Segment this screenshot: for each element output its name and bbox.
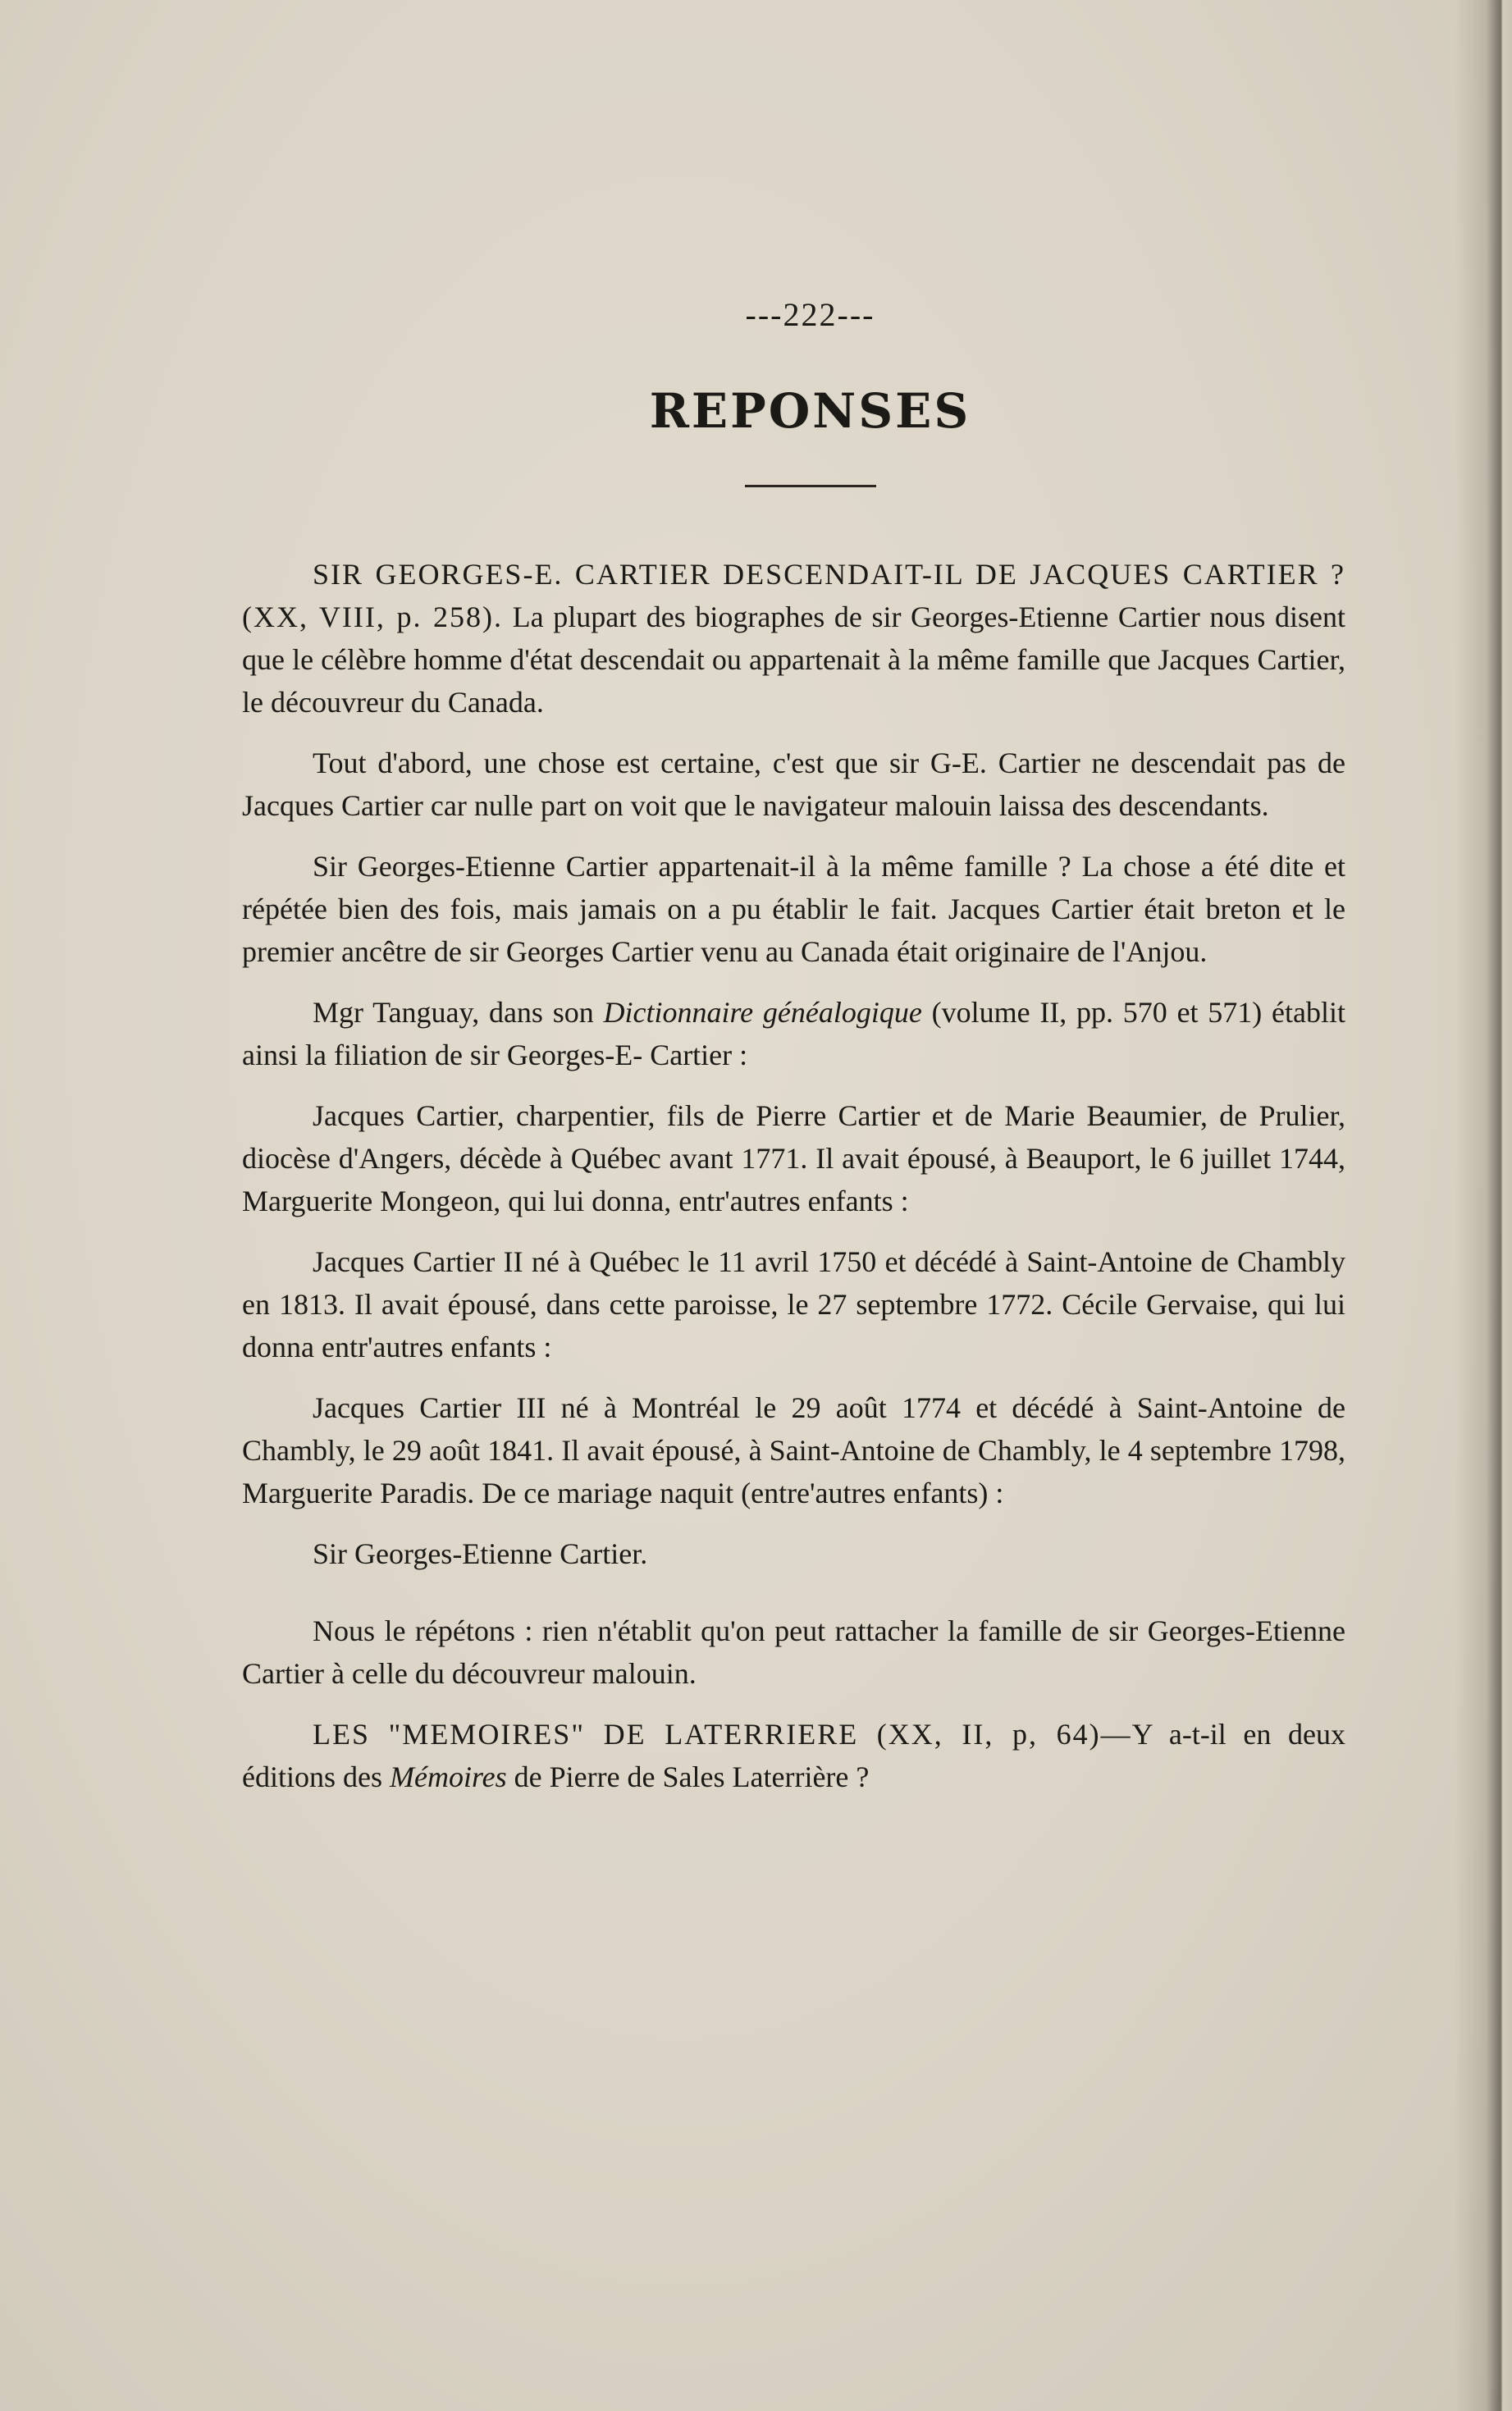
page-content [242,295,1345,1816]
dictionary-title: Dictionnaire généalogique [603,996,922,1029]
memoires-title: Mémoires [389,1760,507,1793]
section-title: REPONSES [649,383,971,439]
answer-intro: La plupart des biographes de sir Georges-Etienne Cartier nous disent que le célèbre homme d'état descendait ou appartenait à la même famille que Jacques Cartier, le découvreur du Canada. [242,600,1346,719]
page-number: ---222--- [745,296,875,333]
paragraph-4-end: (volume II, pp. 570 et 571) établit ainsi la filiation de sir Georges-E- Cartier : [242,996,1346,1071]
question-start: Y a-t-il en deux éditions des [242,1718,1345,1793]
question-heading-cartier: SIR GEORGES-E. CARTIER DESCENDAIT-IL DE JACQUES CARTIER ? (XX, VIII, p. 258). [242,558,1345,633]
paragraph-7: Jacques Cartier III né à Montréal le 29 août 1774 et décédé à Saint-Antoine de Chambly, le 29 août 1841. Il avait épousé, à Saint-Antoine de Chambly, le 4 septembre 1798, Marguerite Paradis. De ce mariage naquit (entre'autres enfants) : [242,1391,1345,1509]
paragraph-cartier-question [242,553,1345,724]
paragraph-8: Sir Georges-Etienne Cartier. [313,1537,648,1570]
paragraph-5: Jacques Cartier, charpentier, fils de Pierre Cartier et de Marie Beaumier, de Prulier, diocèse d'Angers, décède à Québec avant 1771. Il avait épousé, à Beauport, le 6 juillet 1744, Marguerite Mongeon, qui lui donna, entr'autres enfants : [242,1099,1345,1217]
title-divider [745,485,876,487]
page-edge [1455,0,1512,2411]
paragraph-4-start: Mgr Tanguay, dans son [313,996,594,1029]
question-end: de Pierre de Sales Laterrière ? [514,1760,870,1793]
paragraph-6: Jacques Cartier II né à Québec le 11 avril 1750 et décédé à Saint-Antoine de Chambly en 1813. Il avait épousé, dans cette paroisse, le 27 septembre 1772. Cécile Gervaise, qui lui donna entr'autres enfants : [242,1245,1345,1363]
paragraph-9: Nous le répétons : rien n'établit qu'on peut rattacher la famille de sir Georges-Etienne Cartier à celle du découvreur malouin. [242,1614,1345,1690]
paragraph-3: Sir Georges-Etienne Cartier appartenait-il à la même famille ? La chose a été dite et répétée bien des fois, mais jamais on a pu établir le fait. Jacques Cartier était breton et le premier ancêtre de sir Georges Cartier venu au Canada était originaire de l'Anjou. [242,850,1345,968]
paragraph-laterriere-question [242,1713,1345,1798]
paragraph-2: Tout d'abord, une chose est certaine, c'est que sir G-E. Cartier ne descendait pas de Jacques Cartier car nulle part on voit que le navigateur malouin laissa des descendants. [242,747,1345,822]
question-heading-laterriere: LES "MEMOIRES" DE LATERRIERE (XX, II, p, 64)— [313,1718,1132,1751]
spacer [242,1593,1345,1610]
paragraph-4 [242,991,1345,1076]
